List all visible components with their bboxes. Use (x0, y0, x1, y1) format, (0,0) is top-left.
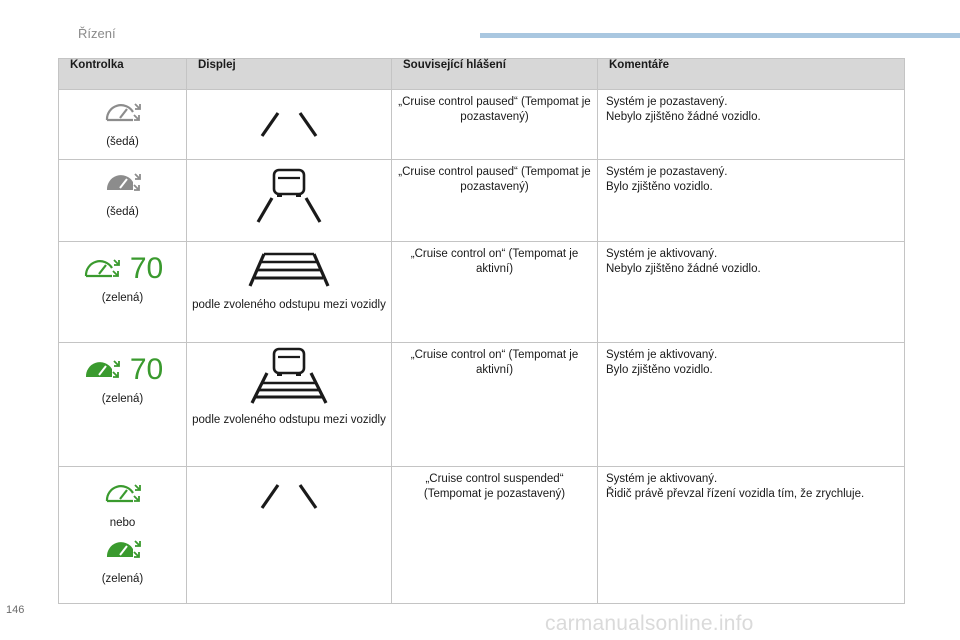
message-cell: „Cruise control on“ (Tempomat je aktivní) (392, 242, 598, 343)
display-note: podle zvoleného odstupu mezi vozidly (192, 299, 386, 311)
cruise-speedometer-grey-outline-icon (103, 98, 143, 128)
message-cell: „Cruise control paused“ (Tempomat je pozastavený) (392, 90, 598, 160)
lamp-caption: (zelená) (101, 573, 144, 585)
table-row (59, 160, 905, 242)
comment-line: Bylo zjištěno vozidlo. (606, 181, 713, 193)
watermark: carmanualsonline.info (545, 612, 754, 635)
set-speed-value: 70 (129, 353, 164, 386)
comment-line: Systém je pozastavený. (606, 166, 728, 178)
header-komentare: Komentáře (598, 59, 905, 90)
section-title: Řízení (78, 26, 116, 41)
table-header-row (59, 59, 905, 90)
comment-line: Nebylo zjištěno žádné vozidlo. (606, 263, 761, 275)
lane-lines-vehicle-icon (234, 160, 344, 232)
set-speed-value: 70 (129, 252, 164, 285)
message-cell: „Cruise control on“ (Tempomat je aktivní) (392, 343, 598, 467)
lamp-caption: (zelená) (101, 393, 144, 405)
cruise-speedometer-green-outline-icon (82, 254, 122, 284)
cruise-speedometer-green-filled-icon (103, 535, 143, 565)
cruise-speedometer-green-filled-icon (82, 355, 122, 385)
lane-lines-distance-bars-icon (234, 242, 344, 294)
header-accent-bar (480, 33, 960, 38)
message-cell: „Cruise control suspended“ (Tempomat je pozastavený) (392, 467, 598, 604)
lane-lines-vehicle-distance-bars-icon (234, 343, 344, 409)
lamp-caption: (šedá) (106, 136, 139, 148)
cruise-speedometer-green-outline-icon (103, 479, 143, 509)
table-row (59, 242, 905, 343)
comment-line: Řidič právě převzal řízení vozidla tím, že zrychluje. (606, 488, 865, 500)
table-row (59, 90, 905, 160)
message-cell: „Cruise control paused“ (Tempomat je pozastavený) (392, 160, 598, 242)
table-row (59, 343, 905, 467)
header-hlaseni: Související hlášení (392, 59, 598, 90)
comment-line: Systém je pozastavený. (606, 96, 728, 108)
comment-line: Bylo zjištěno vozidlo. (606, 364, 713, 376)
lamp-caption: (šedá) (106, 206, 139, 218)
lane-lines-icon (234, 467, 344, 527)
lane-lines-icon (234, 90, 344, 150)
header-displej: Displej (187, 59, 392, 90)
lamp-caption: (zelená) (101, 292, 144, 304)
lamp-or-label: nebo (109, 517, 136, 529)
page-number: 146 (6, 604, 25, 616)
table-row (59, 467, 905, 604)
comment-line: Systém je aktivovaný. (606, 349, 718, 361)
cruise-control-table (58, 58, 905, 604)
comment-line: Nebylo zjištěno žádné vozidlo. (606, 111, 761, 123)
comment-line: Systém je aktivovaný. (606, 473, 718, 485)
comment-line: Systém je aktivovaný. (606, 248, 718, 260)
display-note: podle zvoleného odstupu mezi vozidly (192, 414, 386, 426)
cruise-speedometer-grey-filled-icon (103, 168, 143, 198)
header-kontrolka: Kontrolka (59, 59, 187, 90)
